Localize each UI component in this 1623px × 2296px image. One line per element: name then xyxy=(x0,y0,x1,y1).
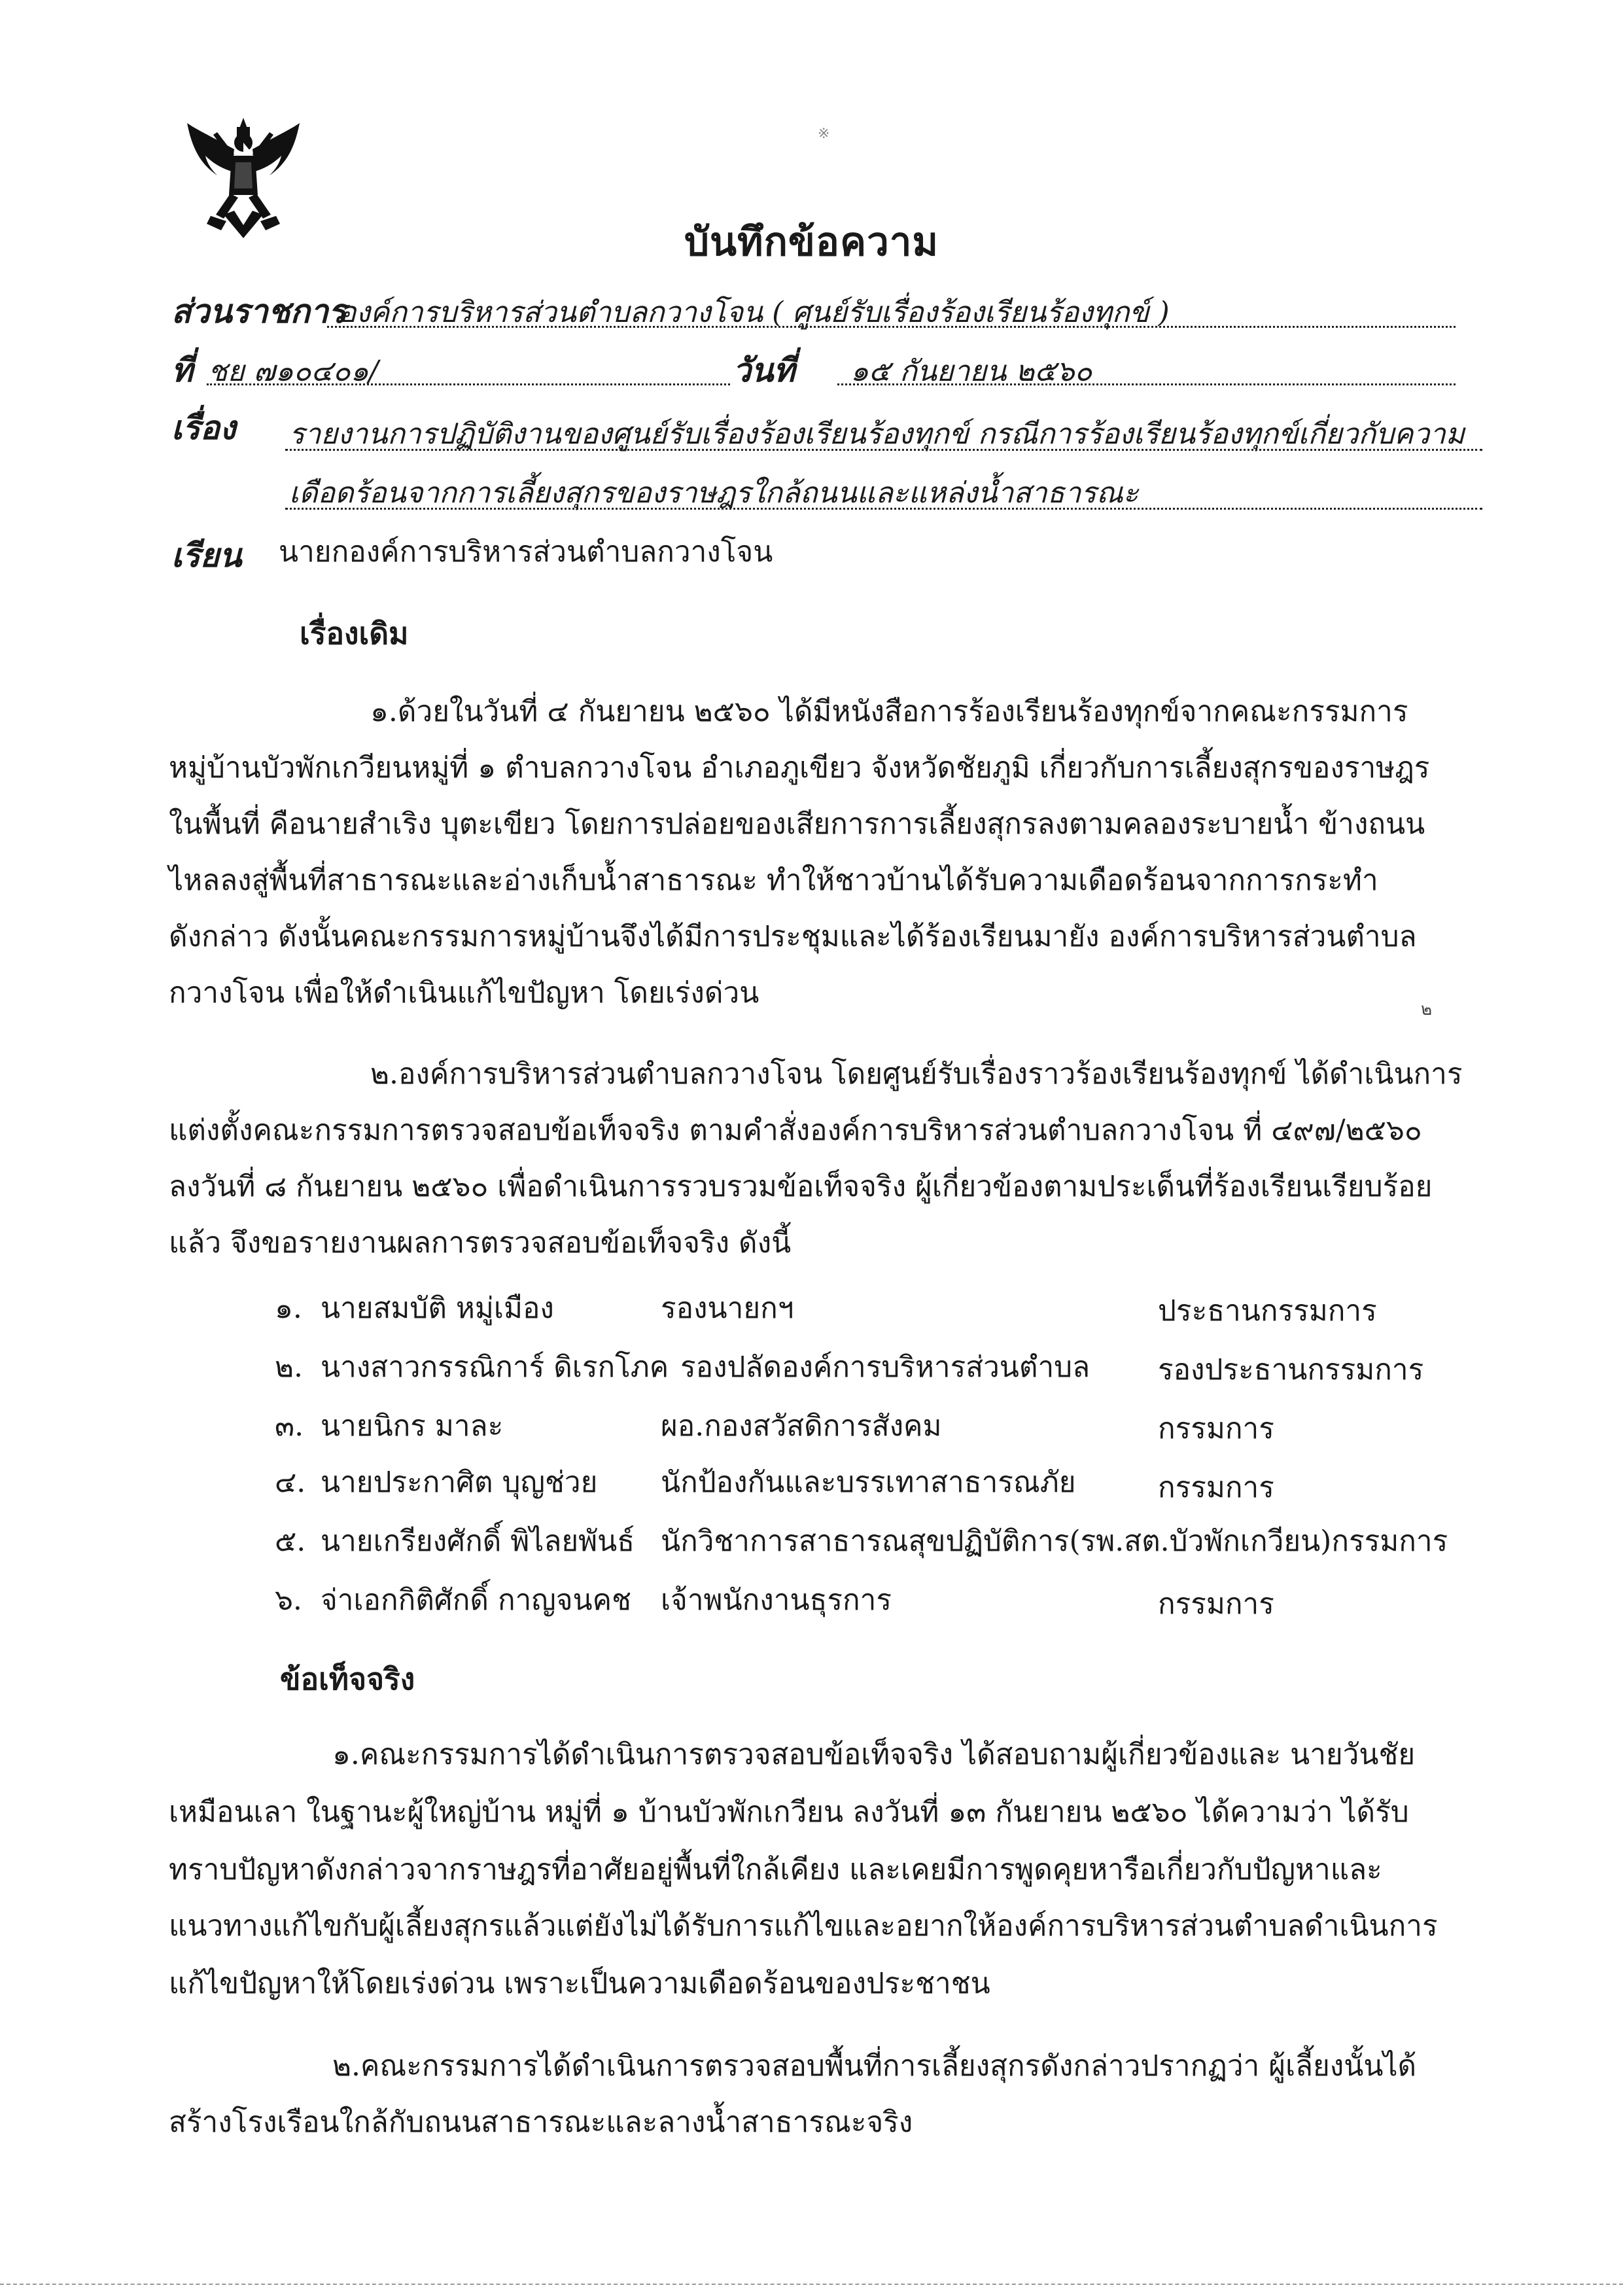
facts-p1-line: ทราบปัญหาดังกล่าวจากราษฎรที่อาศัยอยู่พื้นที่ใกล้เคียง และเคยมีการพูดคุยหารือเกี่ยวกับปัญหาและ xyxy=(169,1853,1382,1886)
subject-dotline-1 xyxy=(285,449,1482,451)
ref-label: ที่ xyxy=(171,351,193,389)
committee-position: นักป้องกันและบรรเทาสาธารณภัย xyxy=(661,1466,1076,1499)
committee-name: จ่าเอกกิติศักดิ์ กาญจนคช xyxy=(321,1583,631,1617)
committee-no: ๒. xyxy=(275,1351,303,1384)
ref-value: ชย ๗๑๐๔๐๑/ xyxy=(208,355,379,388)
facts-p1-line: เหมือนเลา ในฐานะผู้ใหญ่บ้าน หมู่ที่ ๑ บ้านบัวพักเกวียน ลงวันที่ ๑๓ กันยายน ๒๕๖๐ ได้ความว่า ได้รับ xyxy=(169,1795,1409,1829)
committee-name: นายประกาศิต บุญช่วย xyxy=(321,1466,598,1499)
committee-position: ผอ.กองสวัสดิการสังคม xyxy=(661,1409,942,1443)
background-p2-line: ๒.องค์การบริหารส่วนตำบลกวางโจน โดยศูนย์รับเรื่องราวร้องเรียนร้องทุกข์ ได้ดำเนินการ xyxy=(370,1057,1463,1091)
agency-value: องค์การบริหารส่วนตำบลกวางโจน ( ศูนย์รับเรื่องร้องเรียนร้องทุกข์ ) xyxy=(339,296,1170,329)
ref-dotline xyxy=(207,383,730,385)
subject-line-2: เดือดร้อนจากการเลี้ยงสุกรของราษฎรใกล้ถนนและแหล่งน้ำสาธารณะ xyxy=(289,476,1139,510)
scan-mark: ※ xyxy=(818,126,830,142)
background-p2-line: ลงวันที่ ๘ กันยายน ๒๕๖๐ เพื่อดำเนินการรวบรวมข้อเท็จจริง ผู้เกี่ยวข้องตามประเด็นที่ร้องเรียนเรียบร้อย xyxy=(169,1170,1433,1203)
background-p1-line: ๑.ด้วยในวันที่ ๔ กันยายน ๒๕๖๐ ได้มีหนังสือการร้องเรียนร้องทุกข์จากคณะกรรมการ xyxy=(370,695,1408,728)
margin-mark: ๒ xyxy=(1421,1000,1433,1019)
agency-dotline xyxy=(327,326,1456,328)
background-p1-line: กวางโจน เพื่อให้ดำเนินแก้ไขปัญหา โดยเร่งด่วน xyxy=(169,976,759,1010)
date-value: ๑๕ กันยายน ๒๕๖๐ xyxy=(850,355,1092,388)
facts-heading: ข้อเท็จจริง xyxy=(280,1661,415,1697)
to-value: นายกองค์การบริหารส่วนตำบลกวางโจน xyxy=(279,535,773,569)
facts-p2-line: สร้างโรงเรือนใกล้กับถนนสาธารณะและลางน้ำสาธารณะจริง xyxy=(169,2106,913,2139)
committee-role: กรรมการ xyxy=(1158,1587,1274,1621)
background-p1-line: หมู่บ้านบัวพักเกวียนหมู่ที่ ๑ ตำบลกวางโจน อำเภอภูเขียว จังหวัดชัยภูมิ เกี่ยวกับการเลี้ยงสุกรของราษฎร xyxy=(169,751,1430,785)
committee-no: ๔. xyxy=(275,1466,306,1499)
committee-position: นักวิชาการสาธารณสุขปฏิบัติการ(รพ.สต.บัวพักเกวียน)กรรมการ xyxy=(661,1525,1448,1558)
date-label: วันที่ xyxy=(733,351,795,389)
committee-position: รองปลัดองค์การบริหารส่วนตำบล xyxy=(680,1351,1091,1384)
scan-edge-rule xyxy=(0,2284,1623,2285)
committee-no: ๓. xyxy=(275,1409,304,1443)
facts-p1-line: แก้ไขปัญหาให้โดยเร่งด่วน เพราะเป็นความเดือดร้อนของประชาชน xyxy=(169,1967,990,2000)
committee-no: ๕. xyxy=(275,1525,306,1558)
subject-label: เรื่อง xyxy=(171,408,236,447)
committee-role: กรรมการ xyxy=(1158,1471,1274,1504)
committee-name: นางสาวกรรณิการ์ ดิเรกโภค xyxy=(321,1351,669,1384)
facts-p1-line: แนวทางแก้ไขกับผู้เลี้ยงสุกรแล้วแต่ยังไม่ได้รับการแก้ไขและอยากให้องค์การบริหารส่วนตำบลดำเนินการ xyxy=(169,1909,1438,1943)
subject-dotline-2 xyxy=(285,508,1482,510)
facts-p2-line: ๒.คณะกรรมการได้ดำเนินการตรวจสอบพื้นที่การเลี้ยงสุกรดังกล่าวปรากฏว่า ผู้เลี้ยงนั้นได้ xyxy=(332,2049,1417,2083)
background-p1-line: ไหลลงสู่พื้นที่สาธารณะและอ่างเก็บน้ำสาธารณะ ทำให้ชาวบ้านได้รับความเดือดร้อนจากการกระทำ xyxy=(169,864,1378,897)
facts-p1-line: ๑.คณะกรรมการได้ดำเนินการตรวจสอบข้อเท็จจริง ได้สอบถามผู้เกี่ยวข้องและ นายวันชัย xyxy=(332,1738,1416,1771)
committee-role: กรรมการ xyxy=(1158,1412,1274,1445)
background-heading: เรื่องเดิม xyxy=(300,616,409,651)
committee-position: เจ้าพนักงานธุรการ xyxy=(661,1583,892,1617)
date-dotline xyxy=(837,383,1456,385)
subject-line-1: รายงานการปฏิบัติงานของศูนย์รับเรื่องร้องเรียนร้องทุกข์ กรณีการร้องเรียนร้องทุกข์เกี่ยวกับความ xyxy=(289,417,1465,451)
memo-title: บันทึกข้อความ xyxy=(684,219,939,265)
to-label: เรียน xyxy=(171,536,242,574)
background-p1-line: ดังกล่าว ดังนั้นคณะกรรมการหมู่บ้านจึงได้มีการประชุมและได้ร้องเรียนมายัง องค์การบริหารส่วนตำบล xyxy=(169,920,1417,953)
committee-role: รองประธานกรรมการ xyxy=(1158,1353,1424,1386)
background-p2-line: แล้ว จึงขอรายงานผลการตรวจสอบข้อเท็จจริง ดังนี้ xyxy=(169,1226,792,1260)
background-p1-line: ในพื้นที่ คือนายสำเริง บุตะเขียว โดยการปล่อยของเสียการการเลี้ยงสุกรลงตามคลองระบายน้ำ ข้างถนน xyxy=(169,807,1425,841)
background-p2-line: แต่งตั้งคณะกรรมการตรวจสอบข้อเท็จจริง ตามคำสั่งองค์การบริหารส่วนตำบลกวางโจน ที่ ๔๙๗/๒๕๖๐ xyxy=(169,1114,1422,1147)
committee-name: นายนิกร มาละ xyxy=(321,1409,504,1443)
committee-name: นายเกรียงศักดิ์ พิไลยพันธ์ xyxy=(321,1525,635,1558)
committee-position: รองนายกฯ xyxy=(661,1292,794,1325)
agency-label: ส่วนราชการ xyxy=(171,292,346,330)
committee-role: ประธานกรรมการ xyxy=(1158,1294,1377,1328)
committee-no: ๖. xyxy=(275,1583,302,1617)
committee-no: ๑. xyxy=(275,1292,302,1325)
committee-name: นายสมบัติ หมู่เมือง xyxy=(321,1292,554,1325)
